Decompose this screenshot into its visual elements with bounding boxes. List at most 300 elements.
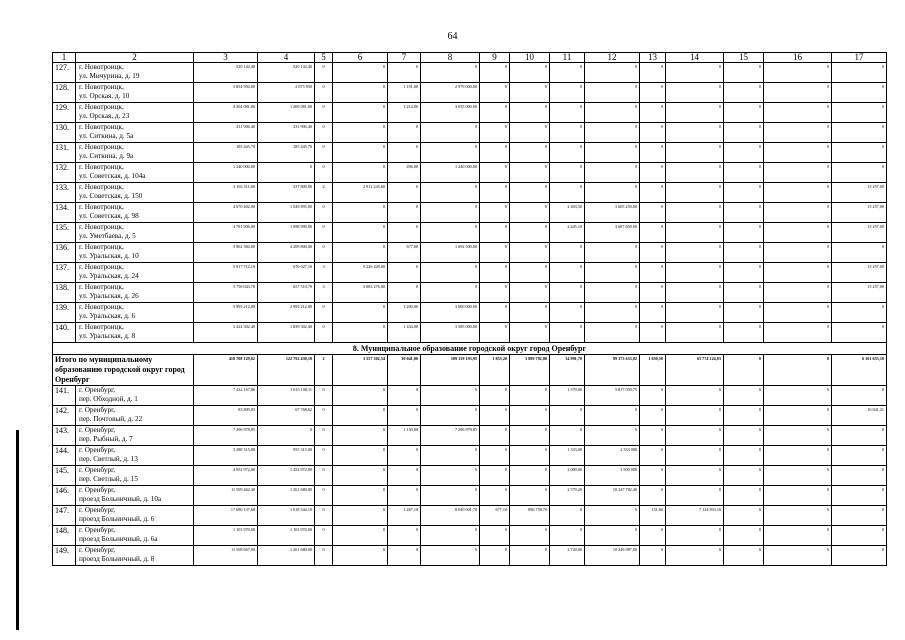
address-street: ул. Ситкина, д. 5а	[79, 132, 134, 140]
row-number: 128.	[53, 83, 76, 103]
value-cell-col-3: 3 288 315,00	[194, 446, 258, 466]
value-cell-col-14: 0	[666, 123, 724, 143]
value-cell-col-15: 0	[724, 526, 764, 546]
row-number: 142.	[53, 406, 76, 426]
value-cell-col-13: 0	[640, 303, 666, 323]
column-number-17: 17	[832, 53, 887, 63]
value-cell-col-10: 0	[510, 303, 550, 323]
value-cell-col-4: 0	[258, 163, 315, 183]
total-value-col-10: 3 889 792,80	[510, 355, 550, 386]
value-cell-col-10: 0	[510, 243, 550, 263]
value-cell-col-14: 0	[666, 143, 724, 163]
value-cell-col-4: 657 510,70	[258, 283, 315, 303]
value-cell-col-8: 3 585 000,00	[421, 323, 480, 343]
address-street: ул. Орская, д. 10	[79, 92, 130, 100]
value-cell-col-5: 0	[315, 323, 333, 343]
value-cell-col-13: 0	[640, 123, 666, 143]
value-cell-col-13: 0	[640, 103, 666, 123]
value-cell-col-5: 0	[315, 466, 333, 486]
address-street: пер. Почтовый, д. 22	[79, 415, 143, 423]
address-cell	[76, 466, 194, 486]
value-cell-col-15: 0	[724, 506, 764, 526]
value-cell-col-3: 5 756 043,70	[194, 283, 258, 303]
total-value-col-6: 3 557 302,54	[333, 355, 388, 386]
address-street: пер. Светлый, д. 15	[79, 475, 138, 483]
column-number-14: 14	[666, 53, 724, 63]
value-cell-col-14: 0	[666, 466, 724, 486]
value-cell-col-4: 4 209 800,00	[258, 243, 315, 263]
value-cell-col-14: 0	[666, 323, 724, 343]
table-row	[53, 103, 887, 123]
row-number: 134.	[53, 203, 76, 223]
value-cell-col-16: 0	[764, 466, 832, 486]
value-cell-col-12: 5 817 059,75	[585, 386, 640, 406]
table-row	[53, 466, 887, 486]
binding-edge-bar	[16, 430, 19, 630]
value-cell-col-3: 1 103 970,00	[194, 526, 258, 546]
value-cell-col-6: 0	[333, 303, 388, 323]
value-cell-col-15: 0	[724, 123, 764, 143]
value-cell-col-13: 0	[640, 406, 666, 426]
value-cell-col-8: 1 692 500,00	[421, 243, 480, 263]
address-city: г. Новотроицк,	[79, 183, 124, 191]
address-city: г. Новотроицк,	[79, 263, 124, 271]
value-cell-col-6: 0	[333, 386, 388, 406]
address-street: ул. Мичурина, д. 19	[79, 72, 140, 80]
value-cell-col-6: 0	[333, 243, 388, 263]
value-cell-col-15: 0	[724, 183, 764, 203]
value-cell-col-5: 0	[315, 546, 333, 566]
value-cell-col-10: 0	[510, 526, 550, 546]
table-row	[53, 323, 887, 343]
value-cell-col-11: 0	[550, 143, 585, 163]
value-cell-col-13: 0	[640, 83, 666, 103]
value-cell-col-11: 2 445,10	[550, 223, 585, 243]
value-cell-col-12: 0	[585, 83, 640, 103]
column-number-row	[53, 53, 887, 63]
address-street: ул. Ситкина, д. 9а	[79, 152, 134, 160]
address-street: проезд Больничный, д. 6	[79, 515, 155, 523]
value-cell-col-17: 0	[832, 103, 887, 123]
value-cell-col-3: 4 304 081,00	[194, 103, 258, 123]
value-cell-col-6: 0	[333, 526, 388, 546]
address-cell	[76, 83, 194, 103]
value-cell-col-16: 0	[764, 183, 832, 203]
row-number: 146.	[53, 486, 76, 506]
total-value-col-9: 1 853,20	[480, 355, 510, 386]
value-cell-col-7: 1 200,00	[388, 303, 421, 323]
address-cell	[76, 303, 194, 323]
value-cell-col-16: 0	[764, 506, 832, 526]
value-cell-col-14: 0	[666, 263, 724, 283]
value-cell-col-10: 0	[510, 143, 550, 163]
value-cell-col-6: 0	[333, 426, 388, 446]
value-cell-col-9: 0	[480, 183, 510, 203]
value-cell-col-10: 0	[510, 183, 550, 203]
value-cell-col-10: 0	[510, 546, 550, 566]
value-cell-col-15: 0	[724, 263, 764, 283]
value-cell-col-11: 0	[550, 263, 585, 283]
value-cell-col-10: 0	[510, 223, 550, 243]
value-cell-col-10: 0	[510, 486, 550, 506]
value-cell-col-3: 17 680 137,60	[194, 506, 258, 526]
value-cell-col-9: 0	[480, 466, 510, 486]
value-cell-col-13: 0	[640, 446, 666, 466]
column-number-9: 9	[480, 53, 510, 63]
value-cell-col-7: 0	[388, 223, 421, 243]
value-cell-col-8: 0	[421, 183, 480, 203]
value-cell-col-13: 0	[640, 526, 666, 546]
value-cell-col-9: 0	[480, 486, 510, 506]
address-cell	[76, 506, 194, 526]
address-cell	[76, 123, 194, 143]
value-cell-col-8: 7 296 978,85	[421, 426, 480, 446]
value-cell-col-12: 0	[585, 283, 640, 303]
value-cell-col-6: 2 912 245,60	[333, 183, 388, 203]
value-cell-col-7: 0	[388, 446, 421, 466]
value-cell-col-4: 1 269 081,00	[258, 103, 315, 123]
value-cell-col-7: 0	[388, 143, 421, 163]
value-cell-col-12: 0	[585, 143, 640, 163]
value-cell-col-13: 0	[640, 203, 666, 223]
value-cell-col-7: 0	[388, 546, 421, 566]
value-cell-col-10: 0	[510, 63, 550, 83]
value-cell-col-9: 0	[480, 546, 510, 566]
value-cell-col-14: 0	[666, 83, 724, 103]
value-cell-col-3: 5 424 302,40	[194, 323, 258, 343]
value-cell-col-5: 0	[315, 143, 333, 163]
value-cell-col-14: 0	[666, 446, 724, 466]
value-cell-col-12: 0	[585, 243, 640, 263]
value-cell-col-14: 0	[666, 486, 724, 506]
value-cell-col-12: 10 247 782,40	[585, 486, 640, 506]
value-cell-col-9: 0	[480, 163, 510, 183]
total-value-col-13: 1 650,50	[640, 355, 666, 386]
table-row	[53, 143, 887, 163]
address-cell	[76, 426, 194, 446]
value-cell-col-11: 2 579,20	[550, 486, 585, 506]
value-cell-col-8: 0	[421, 406, 480, 426]
address-city: г. Оренбург,	[79, 486, 116, 494]
value-cell-col-4: 1 098 999,00	[258, 223, 315, 243]
address-city: г. Новотроицк,	[79, 323, 124, 331]
table-row	[53, 263, 887, 283]
value-cell-col-13: 0	[640, 283, 666, 303]
total-value-col-12: 99 373 633,02	[585, 355, 640, 386]
value-cell-col-4: 2 995 212,00	[258, 303, 315, 323]
value-cell-col-14: 0	[666, 63, 724, 83]
row-number: 144.	[53, 446, 76, 466]
value-cell-col-10: 0	[510, 203, 550, 223]
value-cell-col-6: 0	[333, 486, 388, 506]
value-cell-col-9: 0	[480, 426, 510, 446]
table-row	[53, 243, 887, 263]
address-cell	[76, 263, 194, 283]
total-value-col-11: 34 991,70	[550, 355, 585, 386]
value-cell-col-12: 0	[585, 183, 640, 203]
address-city: г. Новотроицк,	[79, 303, 124, 311]
value-cell-col-4: 231 906,40	[258, 123, 315, 143]
value-cell-col-3: 5 854 950,00	[194, 83, 258, 103]
row-number: 148.	[53, 526, 76, 546]
value-cell-col-10: 0	[510, 323, 550, 343]
value-cell-col-13: 0	[640, 183, 666, 203]
column-number-8: 8	[421, 53, 480, 63]
value-cell-col-7: 0	[388, 486, 421, 506]
address-cell	[76, 526, 194, 546]
value-cell-col-12: 3 605 250,00	[585, 203, 640, 223]
value-cell-col-3: 231 906,40	[194, 123, 258, 143]
column-number-10: 10	[510, 53, 550, 63]
value-cell-col-14: 0	[666, 203, 724, 223]
value-cell-col-10: 0	[510, 446, 550, 466]
value-cell-col-6: 0	[333, 83, 388, 103]
value-cell-col-5: 0	[315, 526, 333, 546]
address-city: г. Оренбург,	[79, 426, 116, 434]
value-cell-col-17: 0	[832, 506, 887, 526]
column-number-13: 13	[640, 53, 666, 63]
value-cell-col-3: 4 670 402,00	[194, 203, 258, 223]
value-cell-col-8: 8 040 001,70	[421, 506, 480, 526]
total-label: Итого по муниципальному образованию городской округ город Оренбург	[53, 355, 194, 386]
value-cell-col-15: 0	[724, 243, 764, 263]
value-cell-col-17: 0	[832, 386, 887, 406]
address-city: г. Новотроицк,	[79, 243, 124, 251]
value-cell-col-5: 0	[315, 386, 333, 406]
value-cell-col-11: 2 000,00	[550, 466, 585, 486]
address-street: ул. Уральская, д. 8	[79, 332, 136, 340]
address-city: г. Оренбург,	[79, 506, 116, 514]
value-cell-col-8: 0	[421, 63, 480, 83]
table-row	[53, 406, 887, 426]
table-row	[53, 123, 887, 143]
value-cell-col-14: 0	[666, 303, 724, 323]
value-cell-col-6: 0	[333, 63, 388, 83]
table-row	[53, 546, 887, 566]
value-cell-col-17: 16 041,21	[832, 406, 887, 426]
value-cell-col-5: 0	[315, 426, 333, 446]
value-cell-col-17: 0	[832, 143, 887, 163]
address-city: г. Новотроицк,	[79, 63, 124, 71]
value-cell-col-3: 7 432 167,86	[194, 386, 258, 406]
value-cell-col-3: 5 995 212,00	[194, 303, 258, 323]
address-street: пер. Обходной, д. 1	[79, 395, 138, 403]
value-cell-col-5: 0	[315, 486, 333, 506]
value-cell-col-15: 0	[724, 283, 764, 303]
value-cell-col-7: 1 191,60	[388, 83, 421, 103]
row-number: 136.	[53, 243, 76, 263]
value-cell-col-16: 0	[764, 63, 832, 83]
value-cell-col-6: 0	[333, 466, 388, 486]
value-cell-col-13: 0	[640, 426, 666, 446]
value-cell-col-11: 0	[550, 183, 585, 203]
value-cell-col-15: 0	[724, 386, 764, 406]
value-cell-col-4: 0	[258, 426, 315, 446]
value-cell-col-3: 4 952 972,00	[194, 466, 258, 486]
value-cell-col-4: 1 261 680,00	[258, 486, 315, 506]
table-row	[53, 183, 887, 203]
row-number: 139.	[53, 303, 76, 323]
value-cell-col-10: 0	[510, 123, 550, 143]
value-cell-col-16: 0	[764, 103, 832, 123]
column-number-1: 1	[53, 53, 76, 63]
value-cell-col-5: 0	[315, 103, 333, 123]
value-cell-col-14: 7 124 833,10	[666, 506, 724, 526]
value-cell-col-16: 0	[764, 426, 832, 446]
value-cell-col-5: 0	[315, 63, 333, 83]
table-row	[53, 223, 887, 243]
total-value-col-3: 410 708 129,62	[194, 355, 258, 386]
section-title: 8. Муниципальное образование городской округ город Оренбург	[53, 343, 887, 355]
value-cell-col-4: 1 452 972,00	[258, 466, 315, 486]
value-cell-col-14: 0	[666, 243, 724, 263]
address-cell	[76, 406, 194, 426]
value-cell-col-10: 0	[510, 466, 550, 486]
address-street: ул. Советская, д. 104а	[79, 172, 146, 180]
table-row	[53, 426, 887, 446]
value-cell-col-8: 3 035 000,00	[421, 103, 480, 123]
value-cell-col-7: 0	[388, 183, 421, 203]
address-cell	[76, 143, 194, 163]
value-cell-col-16: 0	[764, 163, 832, 183]
value-cell-col-15: 0	[724, 63, 764, 83]
column-number-15: 15	[724, 53, 764, 63]
value-cell-col-16: 0	[764, 123, 832, 143]
address-street: проезд Больничный, д. 10а	[79, 495, 162, 503]
value-cell-col-11: 1 333,00	[550, 446, 585, 466]
table-row	[53, 446, 887, 466]
value-cell-col-17: 0	[832, 123, 887, 143]
value-cell-col-4: 1 618 544,10	[258, 506, 315, 526]
value-cell-col-4: 1 261 680,00	[258, 546, 315, 566]
value-cell-col-15: 0	[724, 103, 764, 123]
value-cell-col-12: 0	[585, 263, 640, 283]
address-cell	[76, 283, 194, 303]
value-cell-col-17: 0	[832, 426, 887, 446]
column-number-4: 4	[258, 53, 315, 63]
value-cell-col-12: 3 667 650,00	[585, 223, 640, 243]
value-cell-col-7: 0	[388, 466, 421, 486]
value-cell-col-4: 520 142,40	[258, 63, 315, 83]
value-cell-col-7: 677,00	[388, 243, 421, 263]
table-row	[53, 203, 887, 223]
value-cell-col-14: 0	[666, 426, 724, 446]
value-cell-col-5: 0	[315, 406, 333, 426]
value-cell-col-4: 1 839 302,40	[258, 323, 315, 343]
value-cell-col-7: 1 214,00	[388, 103, 421, 123]
value-cell-col-4: 2 875 950	[258, 83, 315, 103]
row-number: 135.	[53, 223, 76, 243]
row-number: 141.	[53, 386, 76, 406]
address-cell	[76, 223, 194, 243]
address-city: г. Оренбург,	[79, 526, 116, 534]
value-cell-col-4: 185 445,70	[258, 143, 315, 163]
address-street: ул. Уральская, д. 24	[79, 272, 139, 280]
value-cell-col-8: 0	[421, 486, 480, 506]
value-cell-col-5: 0	[315, 243, 333, 263]
value-cell-col-15: 0	[724, 143, 764, 163]
address-cell	[76, 103, 194, 123]
value-cell-col-10: 0	[510, 386, 550, 406]
value-cell-col-3: 1 240 000,00	[194, 163, 258, 183]
value-cell-col-17: 15 257,00	[832, 263, 887, 283]
column-number-3: 3	[194, 53, 258, 63]
table-row	[53, 526, 887, 546]
column-number-11: 11	[550, 53, 585, 63]
value-cell-col-3: 3 165 311,60	[194, 183, 258, 203]
value-cell-col-10: 896 758,70	[510, 506, 550, 526]
total-value-col-5: 2	[315, 355, 333, 386]
address-street: ул. Уральская, д. 26	[79, 292, 139, 300]
value-cell-col-14: 0	[666, 526, 724, 546]
value-cell-col-6: 0	[333, 546, 388, 566]
address-city: г. Новотроицк,	[79, 283, 124, 291]
value-cell-col-7: 1 150,00	[388, 426, 421, 446]
value-cell-col-12: 0	[585, 303, 640, 323]
value-cell-col-15: 0	[724, 323, 764, 343]
address-street: пер. Светлый, д. 13	[79, 455, 138, 463]
address-city: г. Оренбург,	[79, 466, 116, 474]
value-cell-col-7: 0	[388, 263, 421, 283]
column-number-7: 7	[388, 53, 421, 63]
address-street: ул. Уральская, д. 10	[79, 252, 139, 260]
value-cell-col-3: 7 296 978,85	[194, 426, 258, 446]
value-cell-col-13: 0	[640, 223, 666, 243]
address-cell	[76, 163, 194, 183]
value-cell-col-9: 0	[480, 123, 510, 143]
property-table	[52, 52, 887, 566]
value-cell-col-3: 5 902 300,00	[194, 243, 258, 263]
value-cell-col-11: 0	[550, 506, 585, 526]
address-cell	[76, 386, 194, 406]
address-cell	[76, 63, 194, 83]
value-cell-col-16: 0	[764, 446, 832, 466]
value-cell-col-6: 0	[333, 446, 388, 466]
value-cell-col-16: 0	[764, 83, 832, 103]
address-city: г. Оренбург,	[79, 446, 116, 454]
value-cell-col-6: 0	[333, 323, 388, 343]
value-cell-col-15: 0	[724, 223, 764, 243]
value-cell-col-6: 5 083 276,00	[333, 283, 388, 303]
value-cell-col-6: 0	[333, 123, 388, 143]
value-cell-col-16: 0	[764, 386, 832, 406]
value-cell-col-8: 0	[421, 263, 480, 283]
row-number: 145.	[53, 466, 76, 486]
value-cell-col-11: 0	[550, 426, 585, 446]
value-cell-col-3: 11 508 667,00	[194, 546, 258, 566]
address-street: ул. Советская, д. 98	[79, 212, 139, 220]
total-value-col-14: 65 774 124,03	[666, 355, 724, 386]
value-cell-col-16: 0	[764, 203, 832, 223]
value-cell-col-11: 2 403,50	[550, 203, 585, 223]
value-cell-col-6: 0	[333, 203, 388, 223]
value-cell-col-4: 955 315,00	[258, 446, 315, 466]
address-cell	[76, 183, 194, 203]
value-cell-col-9: 0	[480, 243, 510, 263]
value-cell-col-13: 151,60	[640, 506, 666, 526]
value-cell-col-11: 0	[550, 83, 585, 103]
total-value-col-4: 122 792 430,18	[258, 355, 315, 386]
value-cell-col-10: 0	[510, 83, 550, 103]
value-cell-col-6: 5 226 428,00	[333, 263, 388, 283]
value-cell-col-11: 0	[550, 243, 585, 263]
value-cell-col-14: 0	[666, 406, 724, 426]
value-cell-col-9: 0	[480, 303, 510, 323]
value-cell-col-9: 0	[480, 446, 510, 466]
value-cell-col-11: 1 570,00	[550, 386, 585, 406]
row-number: 132.	[53, 163, 76, 183]
value-cell-col-9: 0	[480, 103, 510, 123]
